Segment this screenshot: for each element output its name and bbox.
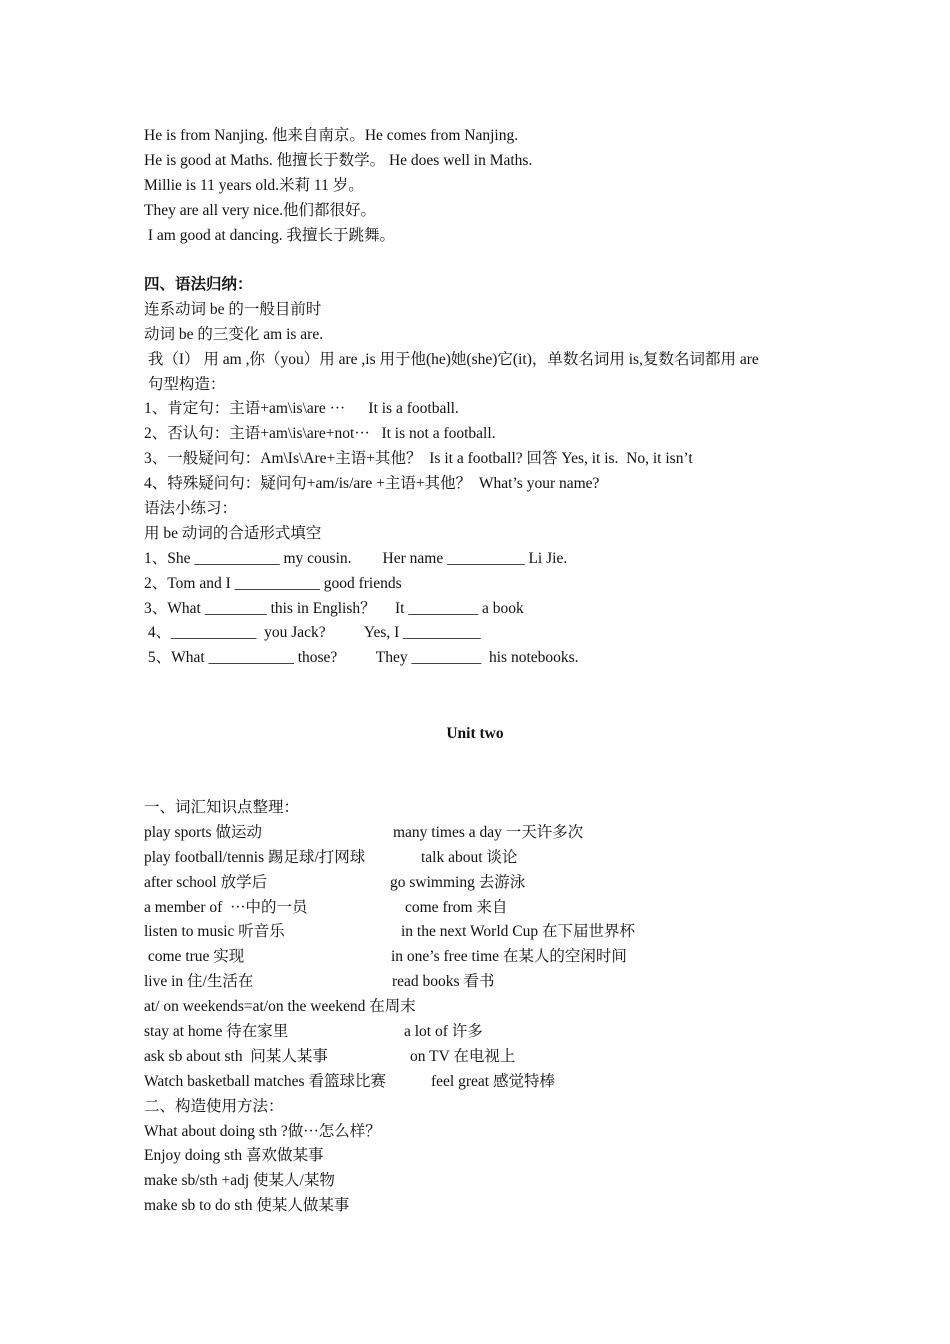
structure-line: Enjoy doing sth 喜欢做某事 xyxy=(144,1147,324,1165)
vocab-right: many times a day 一天许多次 xyxy=(393,823,584,841)
sentence-line: He is good at Maths. 他擅长于数学。 He does well in Maths. xyxy=(144,151,533,169)
grammar-line: 语法小练习： xyxy=(144,500,238,518)
exercise-line: 3、What ________ this in English？ It _________ a book xyxy=(144,599,524,617)
unit-title: Unit two xyxy=(446,725,504,742)
sentence-line: He is from Nanjing. 他来自南京。He comes from Nanjing. xyxy=(144,127,519,144)
vocab-left: listen to music 听音乐 xyxy=(144,923,285,941)
vocab-row xyxy=(144,871,844,896)
structure-line: make sb/sth +adj 使某人/某物 xyxy=(144,1172,335,1190)
grammar-line: 用 be 动词的合适形式填空 xyxy=(144,524,322,542)
vocab-left: play football/tennis 踢足球/打网球 xyxy=(144,848,366,866)
vocab-row xyxy=(144,945,844,970)
vocab-right: a lot of 许多 xyxy=(404,1023,483,1041)
exercise-line: 4、___________ you Jack? Yes, I __________ xyxy=(144,624,481,642)
structures-heading: 二、构造使用方法： xyxy=(144,1097,284,1115)
vocab-row xyxy=(144,821,844,846)
vocab-row xyxy=(144,920,844,945)
grammar-line: 连系动词 be 的一般目前时 xyxy=(144,300,322,318)
grammar-heading: 四、语法归纳： xyxy=(144,276,253,293)
structure-line: make sb to do sth 使某人做某事 xyxy=(144,1197,350,1215)
grammar-line: 4、特殊疑问句：疑问句+am/is/are +主语+其他？ What’s your name? xyxy=(144,475,600,493)
vocab-left: stay at home 待在家里 xyxy=(144,1023,289,1041)
vocab-row xyxy=(144,1045,844,1070)
vocab-left: live in 住/生活在 xyxy=(144,973,254,991)
grammar-line: 我（I） 用 am ,你（you）用 are ,is 用于他(he)她(she)它(it)，单数名词用 is,复数名词都用 are xyxy=(144,350,759,368)
vocab-left: after school 放学后 xyxy=(144,873,268,891)
structure-line: What about doing sth ?做···怎么样？ xyxy=(144,1122,381,1140)
vocab-right: on TV 在电视上 xyxy=(410,1047,516,1065)
vocab-left: play sports 做运动 xyxy=(144,823,262,841)
grammar-line: 动词 be 的三变化 am is are. xyxy=(144,325,324,343)
vocab-row xyxy=(144,1020,844,1045)
grammar-line: 2、否认句：主语+am\is\are+not··· It is not a football. xyxy=(144,425,496,443)
vocab-row xyxy=(144,846,844,871)
grammar-line: 1、肯定句：主语+am\is\are ··· It is a football. xyxy=(144,400,459,418)
vocab-left: Watch basketball matches 看篮球比赛 xyxy=(144,1072,386,1090)
grammar-line: 句型构造： xyxy=(144,375,226,393)
sentence-line: They are all very nice.他们都很好。 xyxy=(144,201,376,219)
vocab-section xyxy=(144,796,844,1219)
vocab-list xyxy=(144,821,844,1095)
exercise-line: 5、What ___________ those? They _________ his notebooks. xyxy=(144,649,579,667)
vocab-right: go swimming 去游泳 xyxy=(390,873,526,891)
exercise-line: 2、Tom and I ___________ good friends xyxy=(144,574,402,592)
grammar-line: 3、一般疑问句：Am\Is\Are+主语+其他？ Is it a football? 回答 Yes, it is. No, it isn’t xyxy=(144,450,693,468)
sentence-line: Millie is 11 years old.米莉 11 岁。 xyxy=(144,176,364,194)
vocab-left: a member of ···中的一员 xyxy=(144,898,308,916)
vocab-left: ask sb about sth 问某人某事 xyxy=(144,1047,328,1065)
sentence-line: I am good at dancing. 我擅长于跳舞。 xyxy=(144,226,395,244)
exercise-line: 1、She ___________ my cousin. Her name __________ Li Jie. xyxy=(144,549,568,567)
vocab-left: come true 实现 xyxy=(144,948,245,966)
vocab-heading: 一、词汇知识点整理： xyxy=(144,799,300,816)
vocab-right: read books 看书 xyxy=(392,973,495,991)
vocab-row xyxy=(144,995,844,1020)
vocab-row xyxy=(144,1070,844,1095)
vocab-right: feel great 感觉特棒 xyxy=(431,1072,555,1090)
vocab-row xyxy=(144,970,844,995)
vocab-right: come from 来自 xyxy=(405,898,508,916)
grammar-section xyxy=(144,273,844,671)
vocab-row xyxy=(144,896,844,921)
vocab-right: in the next World Cup 在下届世界杯 xyxy=(401,923,635,941)
example-sentences xyxy=(144,124,844,248)
vocab-right: talk about 谈论 xyxy=(421,848,518,866)
vocab-left: at/ on weekends=at/on the weekend 在周末 xyxy=(144,998,416,1016)
vocab-right: in one’s free time 在某人的空闲时间 xyxy=(391,948,627,966)
